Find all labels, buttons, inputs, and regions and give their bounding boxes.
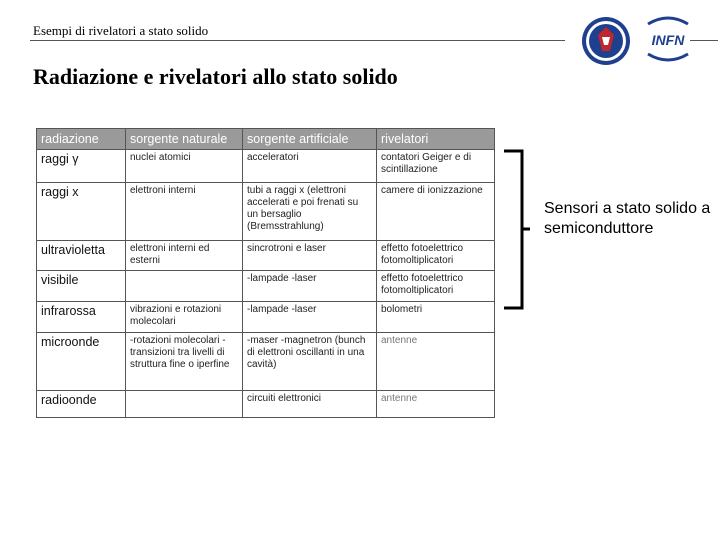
infn-logo xyxy=(642,14,694,64)
infn-logo-text: INFN xyxy=(651,32,685,48)
table-cell: vibrazioni e rotazioni molecolari xyxy=(126,302,243,333)
table-cell: ultravioletta xyxy=(37,241,126,271)
table-cell xyxy=(126,271,243,302)
table-cell: contatori Geiger e di scintillazione xyxy=(377,150,495,183)
table-cell: raggi x xyxy=(37,183,126,241)
table-cell: nuclei atomici xyxy=(126,150,243,183)
table-cell: -rotazioni molecolari - transizioni tra livelli di struttura fine o iperfine xyxy=(126,333,243,391)
table-row xyxy=(37,302,495,333)
table-row xyxy=(37,333,495,391)
table-row xyxy=(37,271,495,302)
table-cell: circuiti elettronici xyxy=(243,391,377,418)
table-cell: -maser -magnetron (bunch di elettroni oscillanti in una cavità) xyxy=(243,333,377,391)
table-cell: tubi a raggi x (elettroni accelerati e poi frenati su un bersaglio (Bremsstrahlung) xyxy=(243,183,377,241)
column-header: sorgente naturale xyxy=(126,129,243,150)
table-cell: effetto fotoelettrico fotomoltiplicatori xyxy=(377,271,495,302)
table-cell: sincrotroni e laser xyxy=(243,241,377,271)
column-header: radiazione xyxy=(37,129,126,150)
university-seal-logo xyxy=(580,15,632,67)
semiconductor-sensor-annotation: Sensori a stato solido a semiconduttore xyxy=(544,200,711,237)
table-cell: antenne xyxy=(377,333,495,391)
table-row xyxy=(37,391,495,418)
table-cell: antenne xyxy=(377,391,495,418)
grouping-bracket xyxy=(500,148,530,313)
table-cell: -lampade -laser xyxy=(243,302,377,333)
table-cell: radioonde xyxy=(37,391,126,418)
slide-header-subtitle: Esempi di rivelatori a stato solido xyxy=(33,23,209,38)
table-cell: raggi γ xyxy=(37,150,126,183)
table-cell: microonde xyxy=(37,333,126,391)
table-row xyxy=(37,150,495,183)
table-cell: camere di ionizzazione xyxy=(377,183,495,241)
radiation-detector-table xyxy=(36,128,495,418)
table-cell: bolometri xyxy=(377,302,495,333)
slide-title: Radiazione e rivelatori allo stato solido xyxy=(33,64,398,89)
table-cell: acceleratori xyxy=(243,150,377,183)
column-header: rivelatori xyxy=(377,129,495,150)
table-row xyxy=(37,241,495,271)
column-header: sorgente artificiale xyxy=(243,129,377,150)
table-header-row xyxy=(37,129,495,150)
table-cell: infrarossa xyxy=(37,302,126,333)
table-cell xyxy=(126,391,243,418)
table-cell: elettroni interni ed esterni xyxy=(126,241,243,271)
header-divider-right xyxy=(690,40,718,41)
header-divider xyxy=(30,40,565,41)
table-cell: visibile xyxy=(37,271,126,302)
table-row xyxy=(37,183,495,241)
table-cell: elettroni interni xyxy=(126,183,243,241)
table-cell: -lampade -laser xyxy=(243,271,377,302)
table-cell: effetto fotoelettrico fotomoltiplicatori xyxy=(377,241,495,271)
